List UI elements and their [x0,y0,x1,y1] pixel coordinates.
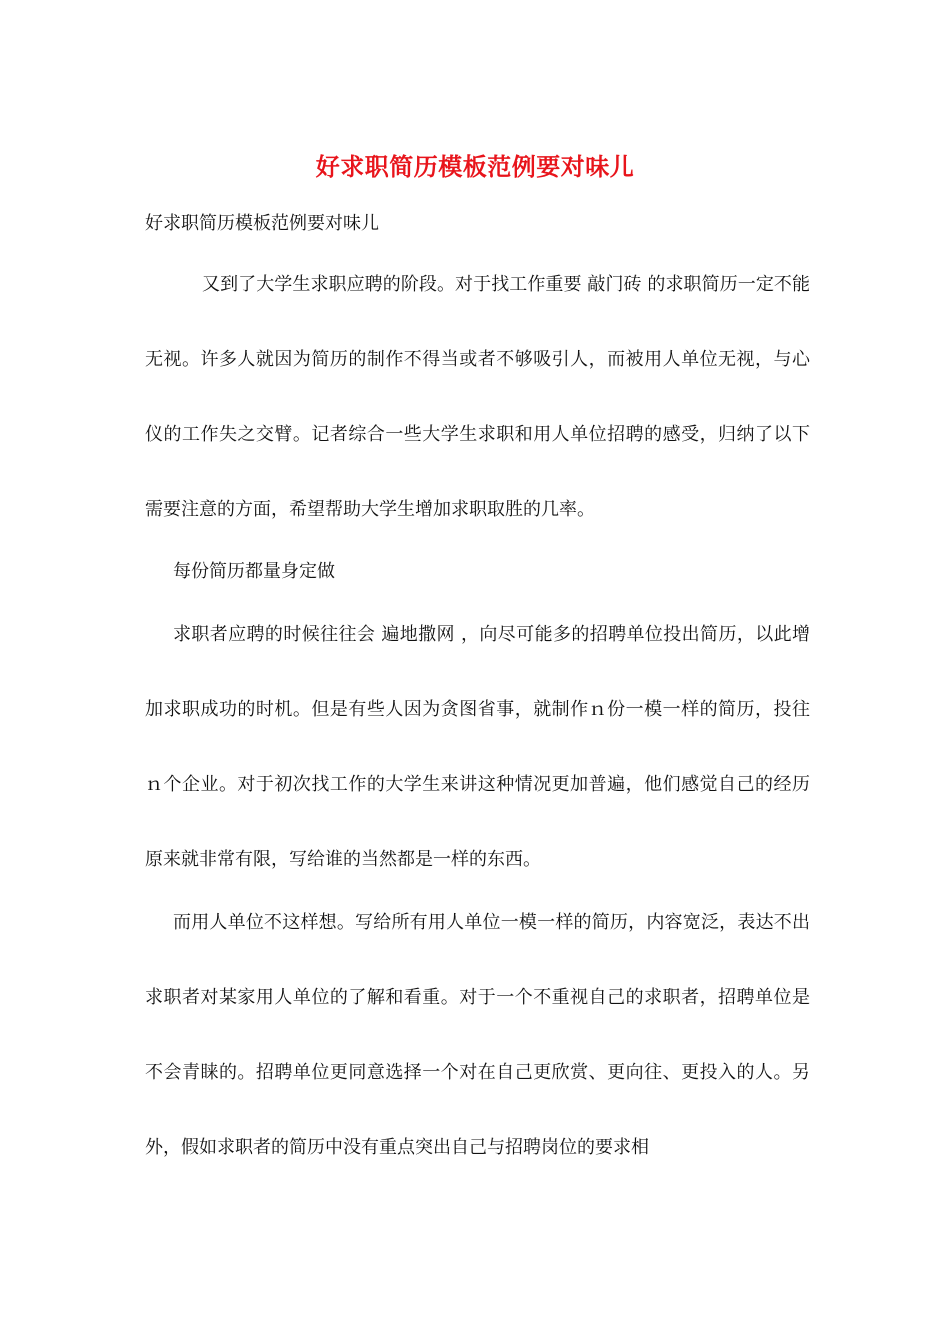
paragraph-second: 求职者应聘的时候往往会 遍地撒网 ，向尽可能多的招聘单位投出简历，以此增加求职成功的时机。但是有些人因为贪图省事，就制作ｎ份一模一样的简历，投往ｎ个企业。对于初次找工作的大学生来讲这种情况更加普遍，他们感觉自己的经历原来就非常有限，写给谁的当然都是一样的东西。 [145,624,810,870]
paragraph-third: 而用人单位不这样想。写给所有用人单位一模一样的简历，内容宽泛，表达不出求职者对某家用人单位的了解和看重。对于一个不重视自己的求职者，招聘单位是不会青睐的。招聘单位更同意选择一个对在自己更欣赏、更向往、更投入的人。另外，假如求职者的简历中没有重点突出自己与招聘岗位的要求相 [145,912,810,1158]
document-title: 好求职简历模板范例要对味儿 [315,152,635,181]
section-heading: 每份简历都量身定做 [173,561,335,582]
document-subtitle: 好求职简历模板范例要对味儿 [145,213,379,234]
paragraph-intro: 又到了大学生求职应聘的阶段。对于找工作重要 敲门砖 的求职简历一定不能无视。许多人就因为简历的制作不得当或者不够吸引人，而被用人单位无视，与心仪的工作失之交臂。记者综合一些大学生求职和用人单位招聘的感受，归纳了以下需要注意的方面，希望帮助大学生增加求职取胜的几率。 [145,274,810,520]
